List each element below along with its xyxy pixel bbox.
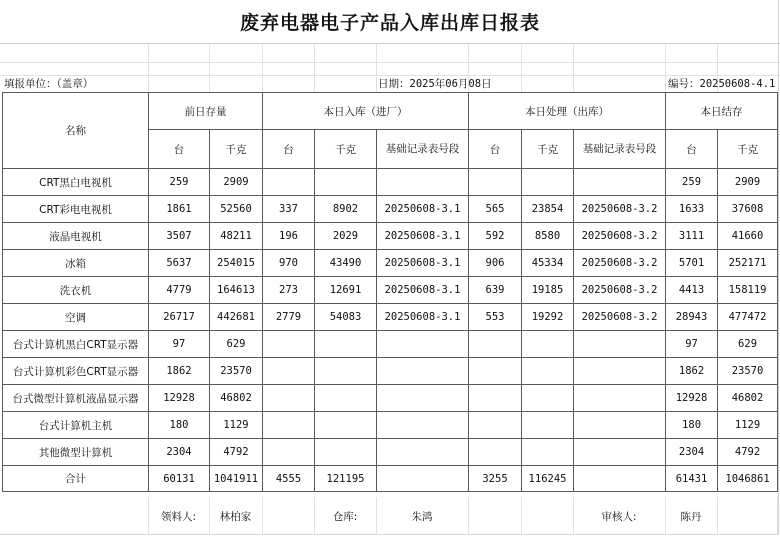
item-name-cell: 合计: [3, 466, 149, 492]
prev-units-cell: 4779: [149, 277, 210, 304]
prev-kg-cell: 2909: [210, 169, 263, 196]
prev-units-cell: 12928: [149, 385, 210, 412]
item-name-cell: 冰箱: [3, 250, 149, 277]
table-row: [3, 331, 778, 358]
receiver-name: 林柏家: [209, 497, 262, 535]
in-kg-cell: [315, 358, 377, 385]
in-kg-cell: [315, 412, 377, 439]
item-name-cell: CRT彩电电视机: [3, 196, 149, 223]
in-record-cell: [377, 466, 469, 492]
out-record-cell: [574, 331, 666, 358]
reviewer-name: 陈丹: [665, 497, 717, 535]
balance-units-cell: 28943: [666, 304, 718, 331]
reviewer-label: 审核人:: [573, 497, 665, 535]
out-kg-cell: [522, 412, 574, 439]
balance-kg-cell: 23570: [718, 358, 778, 385]
in-record-cell: 20250608-3.1: [377, 277, 469, 304]
prev-kg-cell: 23570: [210, 358, 263, 385]
in-record-cell: 20250608-3.1: [377, 250, 469, 277]
prev-kg-cell: 442681: [210, 304, 263, 331]
report-number: 编号：20250608-4.1: [668, 78, 776, 90]
col-header-record: 基础记录表号段: [574, 130, 666, 169]
balance-units-cell: 1862: [666, 358, 718, 385]
out-units-cell: [469, 439, 522, 466]
col-header-record: 基础记录表号段: [377, 130, 469, 169]
balance-units-cell: 5701: [666, 250, 718, 277]
col-header-name: 名称: [3, 93, 149, 169]
out-record-cell: [574, 169, 666, 196]
col-header-units: 台: [666, 130, 718, 169]
signature-row: [2, 497, 778, 535]
out-kg-cell: 116245: [522, 466, 574, 492]
in-record-cell: [377, 331, 469, 358]
in-units-cell: [263, 439, 315, 466]
col-header-kg: 千克: [315, 130, 377, 169]
in-units-cell: 2779: [263, 304, 315, 331]
balance-kg-cell: 4792: [718, 439, 778, 466]
out-kg-cell: 19292: [522, 304, 574, 331]
balance-kg-cell: 629: [718, 331, 778, 358]
table-row: [3, 223, 778, 250]
gridline: [573, 43, 574, 92]
col-header-kg: 千克: [210, 130, 263, 169]
in-kg-cell: [315, 439, 377, 466]
prev-units-cell: 60131: [149, 466, 210, 492]
col-header-kg: 千克: [522, 130, 574, 169]
receiver-label: 领料人:: [148, 497, 209, 535]
gridline: [521, 43, 522, 92]
out-units-cell: 906: [469, 250, 522, 277]
out-record-cell: [574, 466, 666, 492]
prev-units-cell: 259: [149, 169, 210, 196]
out-kg-cell: 45334: [522, 250, 574, 277]
col-header-units: 台: [263, 130, 315, 169]
out-kg-cell: [522, 169, 574, 196]
balance-kg-cell: 46802: [718, 385, 778, 412]
warehouse-name: 朱鸿: [376, 497, 468, 535]
item-name-cell: 台式计算机主机: [3, 412, 149, 439]
blank-cell: [717, 497, 777, 535]
out-units-cell: 553: [469, 304, 522, 331]
gridline: [209, 43, 210, 92]
in-units-cell: [263, 169, 315, 196]
balance-units-cell: 1633: [666, 196, 718, 223]
table-row: [3, 358, 778, 385]
out-kg-cell: [522, 331, 574, 358]
in-record-cell: [377, 358, 469, 385]
out-record-cell: 20250608-3.2: [574, 304, 666, 331]
in-units-cell: [263, 358, 315, 385]
balance-units-cell: 2304: [666, 439, 718, 466]
balance-units-cell: 61431: [666, 466, 718, 492]
out-units-cell: 3255: [469, 466, 522, 492]
in-kg-cell: 8902: [315, 196, 377, 223]
col-header-balance: 本日结存: [666, 93, 778, 130]
out-record-cell: 20250608-3.2: [574, 223, 666, 250]
out-units-cell: 592: [469, 223, 522, 250]
in-record-cell: [377, 385, 469, 412]
table-row: [3, 439, 778, 466]
balance-units-cell: 12928: [666, 385, 718, 412]
in-record-cell: 20250608-3.1: [377, 223, 469, 250]
out-record-cell: [574, 358, 666, 385]
in-record-cell: 20250608-3.1: [377, 196, 469, 223]
out-units-cell: [469, 385, 522, 412]
gridline: [262, 43, 263, 92]
item-name-cell: 台式计算机彩色CRT显示器: [3, 358, 149, 385]
in-record-cell: [377, 169, 469, 196]
blank-cell: [468, 497, 521, 535]
out-kg-cell: 19185: [522, 277, 574, 304]
prev-kg-cell: 629: [210, 331, 263, 358]
in-kg-cell: 121195: [315, 466, 377, 492]
prev-kg-cell: 1041911: [210, 466, 263, 492]
balance-units-cell: 180: [666, 412, 718, 439]
prev-units-cell: 2304: [149, 439, 210, 466]
prev-kg-cell: 46802: [210, 385, 263, 412]
balance-units-cell: 97: [666, 331, 718, 358]
gridline: [314, 43, 315, 92]
in-units-cell: 273: [263, 277, 315, 304]
item-name-cell: 其他微型计算机: [3, 439, 149, 466]
balance-kg-cell: 1046861: [718, 466, 778, 492]
in-record-cell: [377, 412, 469, 439]
prev-kg-cell: 4792: [210, 439, 263, 466]
out-kg-cell: 8580: [522, 223, 574, 250]
item-name-cell: 洗衣机: [3, 277, 149, 304]
table-row: [3, 277, 778, 304]
out-units-cell: [469, 331, 522, 358]
header-row-1: [3, 93, 778, 130]
table-row: [3, 196, 778, 223]
table-row: [3, 304, 778, 331]
prev-kg-cell: 164613: [210, 277, 263, 304]
gridline: [376, 43, 377, 92]
item-name-cell: 台式微型计算机液晶显示器: [3, 385, 149, 412]
balance-kg-cell: 1129: [718, 412, 778, 439]
gridline: [148, 43, 149, 92]
table-row: [3, 169, 778, 196]
total-row: [3, 466, 778, 492]
in-units-cell: [263, 412, 315, 439]
prev-kg-cell: 254015: [210, 250, 263, 277]
gridline: [665, 43, 666, 92]
report-date: 日期：2025年06月08日: [378, 78, 492, 90]
blank-cell: [521, 497, 573, 535]
in-units-cell: 4555: [263, 466, 315, 492]
in-kg-cell: 54083: [315, 304, 377, 331]
out-record-cell: 20250608-3.2: [574, 250, 666, 277]
balance-units-cell: 3111: [666, 223, 718, 250]
out-units-cell: [469, 358, 522, 385]
balance-units-cell: 259: [666, 169, 718, 196]
prev-units-cell: 3507: [149, 223, 210, 250]
col-header-today-in: 本日入库（进厂）: [263, 93, 469, 130]
prev-units-cell: 1861: [149, 196, 210, 223]
table-row: [3, 250, 778, 277]
blank-cell: [262, 497, 314, 535]
col-header-today-out: 本日处理（出库）: [469, 93, 666, 130]
out-record-cell: 20250608-3.2: [574, 196, 666, 223]
out-record-cell: 20250608-3.2: [574, 277, 666, 304]
balance-kg-cell: 252171: [718, 250, 778, 277]
table-row: [3, 412, 778, 439]
in-units-cell: 970: [263, 250, 315, 277]
in-units-cell: [263, 331, 315, 358]
in-kg-cell: 12691: [315, 277, 377, 304]
out-units-cell: 639: [469, 277, 522, 304]
table-row: [3, 385, 778, 412]
in-kg-cell: 2029: [315, 223, 377, 250]
prev-kg-cell: 52560: [210, 196, 263, 223]
balance-kg-cell: 41660: [718, 223, 778, 250]
gridline: [0, 62, 780, 63]
balance-kg-cell: 477472: [718, 304, 778, 331]
in-units-cell: [263, 385, 315, 412]
col-header-units: 台: [469, 130, 522, 169]
in-units-cell: 337: [263, 196, 315, 223]
warehouse-label: 仓库:: [314, 497, 376, 535]
item-name-cell: 台式计算机黑白CRT显示器: [3, 331, 149, 358]
in-kg-cell: [315, 331, 377, 358]
balance-units-cell: 4413: [666, 277, 718, 304]
out-kg-cell: [522, 358, 574, 385]
prev-units-cell: 26717: [149, 304, 210, 331]
in-record-cell: 20250608-3.1: [377, 304, 469, 331]
balance-kg-cell: 158119: [718, 277, 778, 304]
balance-kg-cell: 2909: [718, 169, 778, 196]
balance-kg-cell: 37608: [718, 196, 778, 223]
out-units-cell: [469, 169, 522, 196]
out-kg-cell: [522, 439, 574, 466]
blank-cell: [2, 497, 148, 535]
out-units-cell: 565: [469, 196, 522, 223]
out-units-cell: [469, 412, 522, 439]
in-kg-cell: [315, 169, 377, 196]
out-kg-cell: [522, 385, 574, 412]
prev-kg-cell: 1129: [210, 412, 263, 439]
col-header-kg: 千克: [718, 130, 778, 169]
in-kg-cell: 43490: [315, 250, 377, 277]
out-record-cell: [574, 412, 666, 439]
inventory-table: [2, 92, 778, 492]
out-record-cell: [574, 439, 666, 466]
report-title: 废弃电器电子产品入库出库日报表: [0, 0, 780, 44]
prev-kg-cell: 48211: [210, 223, 263, 250]
out-record-cell: [574, 385, 666, 412]
in-record-cell: [377, 439, 469, 466]
prev-units-cell: 180: [149, 412, 210, 439]
in-units-cell: 196: [263, 223, 315, 250]
in-kg-cell: [315, 385, 377, 412]
reporting-unit: 填报单位：（盖章）: [4, 78, 94, 90]
item-name-cell: CRT黑白电视机: [3, 169, 149, 196]
item-name-cell: 液晶电视机: [3, 223, 149, 250]
prev-units-cell: 1862: [149, 358, 210, 385]
col-header-units: 台: [149, 130, 210, 169]
prev-units-cell: 5637: [149, 250, 210, 277]
prev-units-cell: 97: [149, 331, 210, 358]
out-kg-cell: 23854: [522, 196, 574, 223]
col-header-prev-stock: 前日存量: [149, 93, 263, 130]
item-name-cell: 空调: [3, 304, 149, 331]
